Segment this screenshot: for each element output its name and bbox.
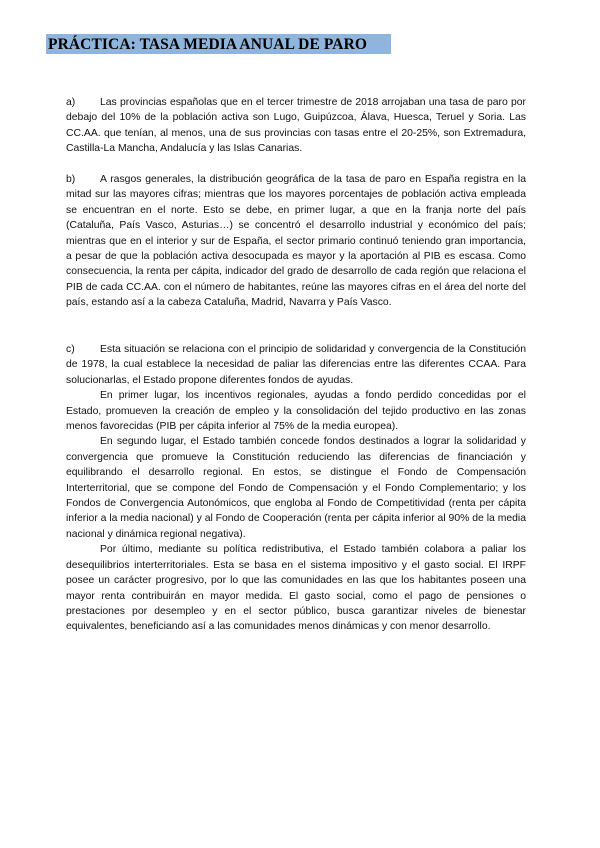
answer-a <box>66 95 526 157</box>
title-highlight <box>46 34 391 54</box>
answer-c <box>66 342 526 635</box>
item-marker: c) <box>66 344 75 355</box>
paragraph: Por último, mediante su política redistributiva, el Estado también colabora a paliar los desequilibrios interterritoriales. Esta se basa en el sistema impositivo y el gasto social. El IRPF posee un carácter progresivo, por lo que las comunidades en las que los habitantes poseen una mayor renta contribuirán en mayor medida. El gasto social, como el pago de pensiones o prestaciones por desempleo y en el sector público, busca garantizar niveles de bienestar equivalentes, beneficiando así a las comunidades menos dinámicas y con menor desarrollo. <box>66 544 526 633</box>
item-marker: a) <box>66 97 76 108</box>
paragraph: En segundo lugar, el Estado también concede fondos destinados a lograr la solidaridad y convergencia que promueve la Constitución reduciendo las diferencias de financiación y equilibrando el desarrollo regional. En estos, se distingue el Fondo de Compensación Interterritorial, que se compone del Fondo de Compensación y el Fondo Complementario; y los Fondos de Convergencia Autonómicos, que engloba al Fondo de Competitividad (renta per cápita inferior a la media nacional) y al Fondo de Cooperación (renta per cápita inferior al 90% de la media nacional y dinámica regional negativa). <box>66 436 526 540</box>
answer-b <box>66 172 526 311</box>
paragraph: En primer lugar, los incentivos regionales, ayudas a fondo perdido concedidas por el Estado, promueven la creación de empleo y la consolidación del tejido productivo en las zonas menos favorecidas (PIB per cápita inferior al 75% de la media europea). <box>66 390 526 433</box>
paragraph: Las provincias españolas que en el tercer trimestre de 2018 arrojaban una tasa de paro por debajo del 10% de la población activa son Lugo, Guipúzcoa, Álava, Huesca, Teruel y Soria. Las CC.AA. que tenían, al menos, una de sus provincias con tasas entre el 20-25%, son Extremadura, Castilla-La Mancha, Andalucía y las Islas Canarias. <box>66 97 526 155</box>
page-title: PRÁCTICA: TASA MEDIA ANUAL DE PARO <box>48 36 368 53</box>
paragraph: A rasgos generales, la distribución geográfica de la tasa de paro en España registra en la mitad sur las mayores cifras; mientras que los mayores porcentajes de población activa empleada se encuentran en el norte. Esto se debe, en primer lugar, a que en la franja norte del país (Cataluña, País Vasco, Asturias…) se concentró el desarrollo industrial y económico del país; mientras que en el interior y sur de España, el sector primario continuó teniendo gran importancia, a pesar de que la población activa desocupada es mayor y la aportación al PIB es escasa. Como consecuencia, la renta per cápita, indicador del grado de desarrollo de cada región que relaciona el PIB de cada CC.AA. con el número de habitantes, reúne las mayores cifras en el área del norte del país, estando así a la cabeza Cataluña, Madrid, Navarra y País Vasco. <box>66 174 526 309</box>
paragraph: Esta situación se relaciona con el principio de solidaridad y convergencia de la Constitución de 1978, la cual establece la necesidad de paliar las diferencias entre las diferentes CCAA. Para solucionarlas, el Estado propone diferentes fondos de ayudas. <box>66 344 526 386</box>
item-marker: b) <box>66 174 76 185</box>
